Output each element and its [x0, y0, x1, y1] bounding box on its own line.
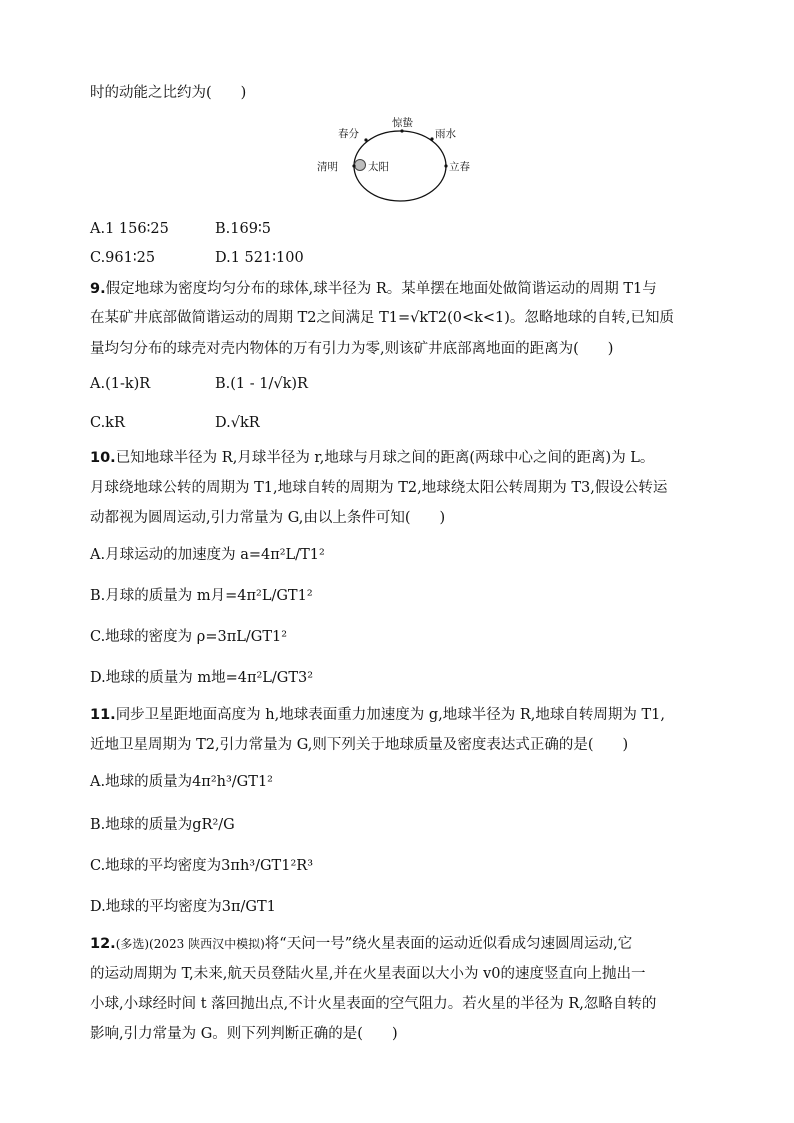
q10-line-1 — [90, 448, 654, 468]
sun-icon — [355, 160, 366, 171]
q9-text-1: 假定地球为密度均匀分布的球体,球半径为 R。某单摆在地面处做简谐运动的周期 T1与 — [105, 281, 657, 297]
q9-option-a[interactable]: A.(1-k)R — [90, 376, 151, 392]
q9-line-3: 量均匀分布的球壳对壳内物体的万有引力为零,则该矿井底部离地面的距离为( ) — [90, 341, 614, 357]
q10-number: 10. — [90, 450, 116, 466]
label-sun: 太阳 — [368, 161, 389, 173]
orbit-diagram — [312, 112, 482, 207]
q8-option-c[interactable]: C.961∶25 — [90, 250, 156, 266]
q11-number: 11. — [90, 707, 116, 723]
q10-option-a[interactable]: A.月球运动的加速度为 a=4π²L/T1² — [90, 547, 325, 563]
q9-option-c[interactable]: C.kR — [90, 415, 125, 431]
q12-line-3: 小球,小球经时间 t 落回抛出点,不计火星表面的空气阻力。若火星的半径为 R,忽略自转的 — [90, 996, 657, 1012]
q12-line-4: 影响,引力常量为 G。则下列判断正确的是( ) — [90, 1026, 398, 1042]
label-jingzhe: 惊蛰 — [392, 117, 413, 129]
q11-option-c[interactable]: C.地球的平均密度为3πh³/GT1²R³ — [90, 858, 314, 874]
q10-option-d[interactable]: D.地球的质量为 m地=4π²L/GT3² — [90, 670, 314, 686]
q8-option-d[interactable]: D.1 521∶100 — [215, 250, 304, 266]
q9-number: 9. — [90, 281, 106, 297]
q9-line-1 — [90, 279, 657, 299]
q11-option-b[interactable]: B.地球的质量为gR²/G — [90, 817, 235, 833]
point-jingzhe — [400, 129, 403, 132]
label-lichun: 立春 — [449, 161, 470, 173]
q10-line-2: 月球绕地球公转的周期为 T1,地球自转的周期为 T2,地球绕太阳公转周期为 T3,假设公转运 — [90, 480, 668, 496]
q10-text-1: 已知地球半径为 R,月球半径为 r,地球与月球之间的距离(两球中心之间的距离)为 L。 — [115, 450, 655, 466]
q9-option-b[interactable]: B.(1 - 1/√k)R — [215, 376, 308, 392]
q9-option-d[interactable]: D.√kR — [215, 415, 260, 431]
q11-text-1: 同步卫星距地面高度为 h,地球表面重力加速度为 g,地球半径为 R,地球自转周期为 T1, — [115, 707, 665, 723]
q8-option-b[interactable]: B.169∶5 — [215, 221, 271, 237]
label-yushui: 雨水 — [435, 128, 456, 140]
q11-option-d[interactable]: D.地球的平均密度为3π/GT1 — [90, 899, 276, 915]
q10-option-b[interactable]: B.月球的质量为 m月=4π²L/GT1² — [90, 588, 313, 604]
q12-number: 12. — [90, 936, 116, 952]
label-chunfen: 春分 — [338, 128, 359, 140]
q10-option-c[interactable]: C.地球的密度为 ρ=3πL/GT1² — [90, 629, 288, 645]
q11-line-1 — [90, 705, 665, 725]
point-yushui — [430, 137, 433, 140]
point-qingming — [352, 164, 355, 167]
q9-line-2: 在某矿井底部做简谐运动的周期 T2之间满足 T1=√kT2(0<k<1)。忽略地球的自转,已知质 — [90, 310, 675, 326]
q11-option-a[interactable]: A.地球的质量为4π²h³/GT1² — [90, 774, 273, 790]
q8-option-a[interactable]: A.1 156∶25 — [90, 221, 169, 237]
q11-line-2: 近地卫星周期为 T2,引力常量为 G,则下列关于地球质量及密度表达式正确的是( ) — [90, 737, 629, 753]
q12-line-2: 的运动周期为 T,未来,航天员登陆火星,并在火星表面以大小为 v0的速度竖直向上抛出一 — [90, 966, 646, 982]
point-lichun — [444, 164, 447, 167]
q10-line-3: 动都视为圆周运动,引力常量为 G,由以上条件可知( ) — [90, 510, 446, 526]
q12-tag: (多选)(2023 陕西汉中模拟) — [115, 937, 265, 951]
q12-line-1 — [90, 934, 632, 954]
point-chunfen — [364, 138, 367, 141]
q8-tail-text: 时的动能之比约为( ) — [90, 85, 247, 101]
q12-text-1: 将“天问一号”绕火星表面的运动近似看成匀速圆周运动,它 — [264, 936, 633, 952]
label-qingming: 清明 — [317, 161, 338, 173]
